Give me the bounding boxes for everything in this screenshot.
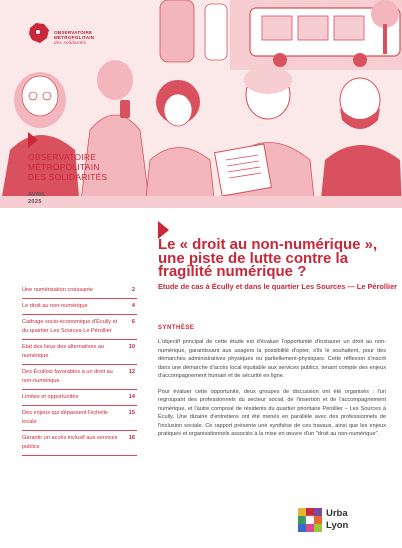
toc-item-page: 16 <box>128 435 135 441</box>
synthese-heading: SYNTHÈSE <box>158 325 195 331</box>
toc-item-label: Limites et opportunités <box>22 394 79 400</box>
metropole-map-icon <box>26 20 52 46</box>
report-subtitle: Etude de cas à Écully et dans le quartier Les Sources — Le Pérollier <box>158 281 398 291</box>
publication-month: AVRIL <box>28 192 46 198</box>
toc-item[interactable] <box>22 365 137 390</box>
toc-item-page: 14 <box>128 394 135 400</box>
urbalyon-logo <box>296 504 366 540</box>
observatory-name-line: MÉTROPOLITAIN <box>28 162 100 172</box>
toc-item-label: Etat des lieux des alternatives au numérique <box>22 344 105 359</box>
urbalyon-cube-icon <box>296 506 324 536</box>
toc-item-page: 15 <box>128 410 135 416</box>
toc-item-label: Des enjeux qui dépassent l'échelle locale <box>22 410 108 425</box>
synthese-paragraph: Pour évaluer cette opportunité, deux groupes de discussion ont été organisés : l'un regroupant des professionnels du secteur social, de l'insertion et de l'accompagnement numérique, et l'autre composé de résidents du quartier prioritaire Pérollier – Les Sources à Écully. Une dizaine d'entretiens ont été menés en parallèle avec des professionnels de l'inclusion sociale. Ce rapport présente une synthèse de ces travaux, ainsi que les enjeux pratiques et organisationnels associés à la mise en œuvre d'un "droit au non-numérique". <box>158 388 386 437</box>
toc-item-page: 4 <box>131 303 135 309</box>
urbalyon-word-1: Urba <box>326 508 348 519</box>
toc-item[interactable] <box>22 431 137 456</box>
observatoire-logo <box>26 18 106 62</box>
toc-item[interactable] <box>22 406 137 431</box>
triangle-marker-icon <box>28 132 38 148</box>
toc-item-page: 12 <box>128 369 135 375</box>
logo-line-1: OBSERVATOIRE <box>54 30 93 35</box>
synthese-body <box>158 338 386 446</box>
toc-item[interactable] <box>22 283 137 299</box>
report-title: Le « droit au non-numérique », une piste de lutte contre la fragilité numérique ? <box>158 236 378 280</box>
toc-item-label: Des Écullois favorables à un droit au non-numérique <box>22 369 113 384</box>
toc-item[interactable] <box>22 340 137 365</box>
toc-item-page: 10 <box>128 344 135 350</box>
toc-item[interactable] <box>22 299 137 315</box>
title-block <box>158 238 398 291</box>
toc-item-page: 2 <box>131 287 135 293</box>
observatory-block <box>28 152 138 206</box>
toc-item[interactable] <box>22 390 137 406</box>
toc-item-label: Le droit au non-numérique <box>22 303 88 309</box>
toc-item-label: Une numérisation croissante <box>22 287 93 293</box>
toc-item-page: 6 <box>131 319 135 325</box>
publication-year: 2025 <box>28 199 42 205</box>
observatory-name-line: DES SOLIDARITÉS <box>28 172 108 182</box>
publication-date <box>28 192 138 206</box>
logo-line-2: MÉTROPOLITAIN <box>54 35 95 40</box>
logo-line-3: des solidarités <box>54 40 87 45</box>
table-of-contents <box>22 283 137 456</box>
toc-item-label: Garantir un accès inclusif aux services publics <box>22 435 118 450</box>
toc-item-label: Cadrage socio-économique d'Écully et du quartier Les Sources-Le Pérollier <box>22 319 118 334</box>
toc-item[interactable] <box>22 315 137 340</box>
synthese-paragraph: L'objectif principal de cette étude est d'évaluer l'opportunité d'instaurer un droit au non-numérique, garantissant aux usagers la possibilité d'opter, s'ils le souhaitent, pour des démarches administratives physiques ou partiellement-physiques. Cette réflexion s'inscrit dans une démarche d'accès local équitable aux services publics, tenant compte des enjeux d'accompagnement humain et de sécurité en ligne. <box>158 339 386 379</box>
urbalyon-word-2: Lyon <box>326 520 349 531</box>
observatory-name-line: OBSERVATOIRE <box>28 152 97 162</box>
